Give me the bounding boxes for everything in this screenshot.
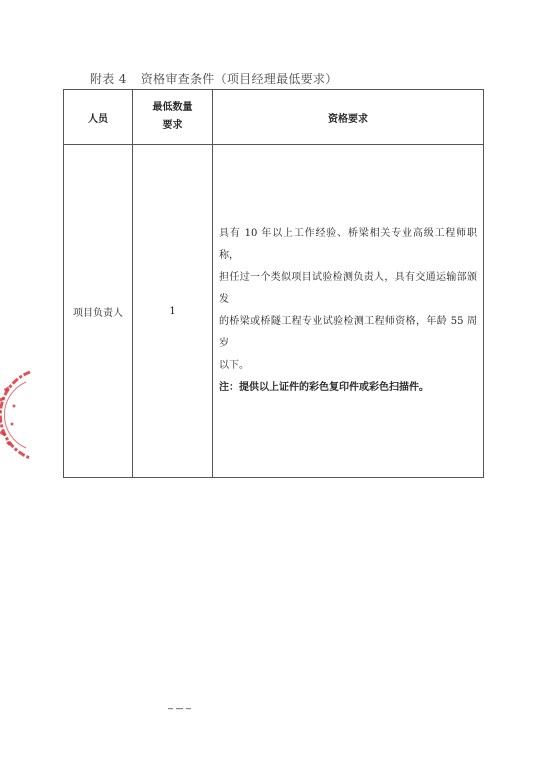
header-personnel: 人员	[64, 90, 133, 145]
requirement-line: 以下。	[219, 360, 249, 371]
requirement-line: 具有 10 年以上工作经验、桥梁相关专业高级工程师职称，	[219, 228, 477, 261]
requirement-line: 的桥梁或桥隧工程专业试验检测工程师资格，年龄 55 周岁	[219, 316, 477, 349]
cell-count: 1	[133, 145, 213, 478]
table-header-row	[64, 90, 484, 145]
caption-title: 资格审查条件（项目经理最低要求）	[140, 72, 338, 86]
cell-requirements	[213, 145, 484, 478]
header-min-count-line1: 最低数量	[152, 102, 193, 113]
header-min-count-line2: 要求	[162, 120, 183, 131]
requirements-table	[63, 89, 484, 478]
requirement-line: 担任过一个类似项目试验检测负责人，具有交通运输部颁发	[219, 272, 477, 305]
table-row	[64, 145, 484, 478]
requirement-note: 注：提供以上证件的彩色复印件或彩色扫描件。	[219, 382, 429, 393]
header-requirements: 资格要求	[213, 90, 484, 145]
cell-personnel: 项目负责人	[64, 145, 133, 478]
red-seal-stamp-icon	[0, 366, 44, 464]
caption-number: 附表 4	[90, 72, 127, 86]
table-caption	[90, 70, 338, 87]
scan-marks	[168, 707, 192, 711]
header-min-count	[133, 90, 213, 145]
